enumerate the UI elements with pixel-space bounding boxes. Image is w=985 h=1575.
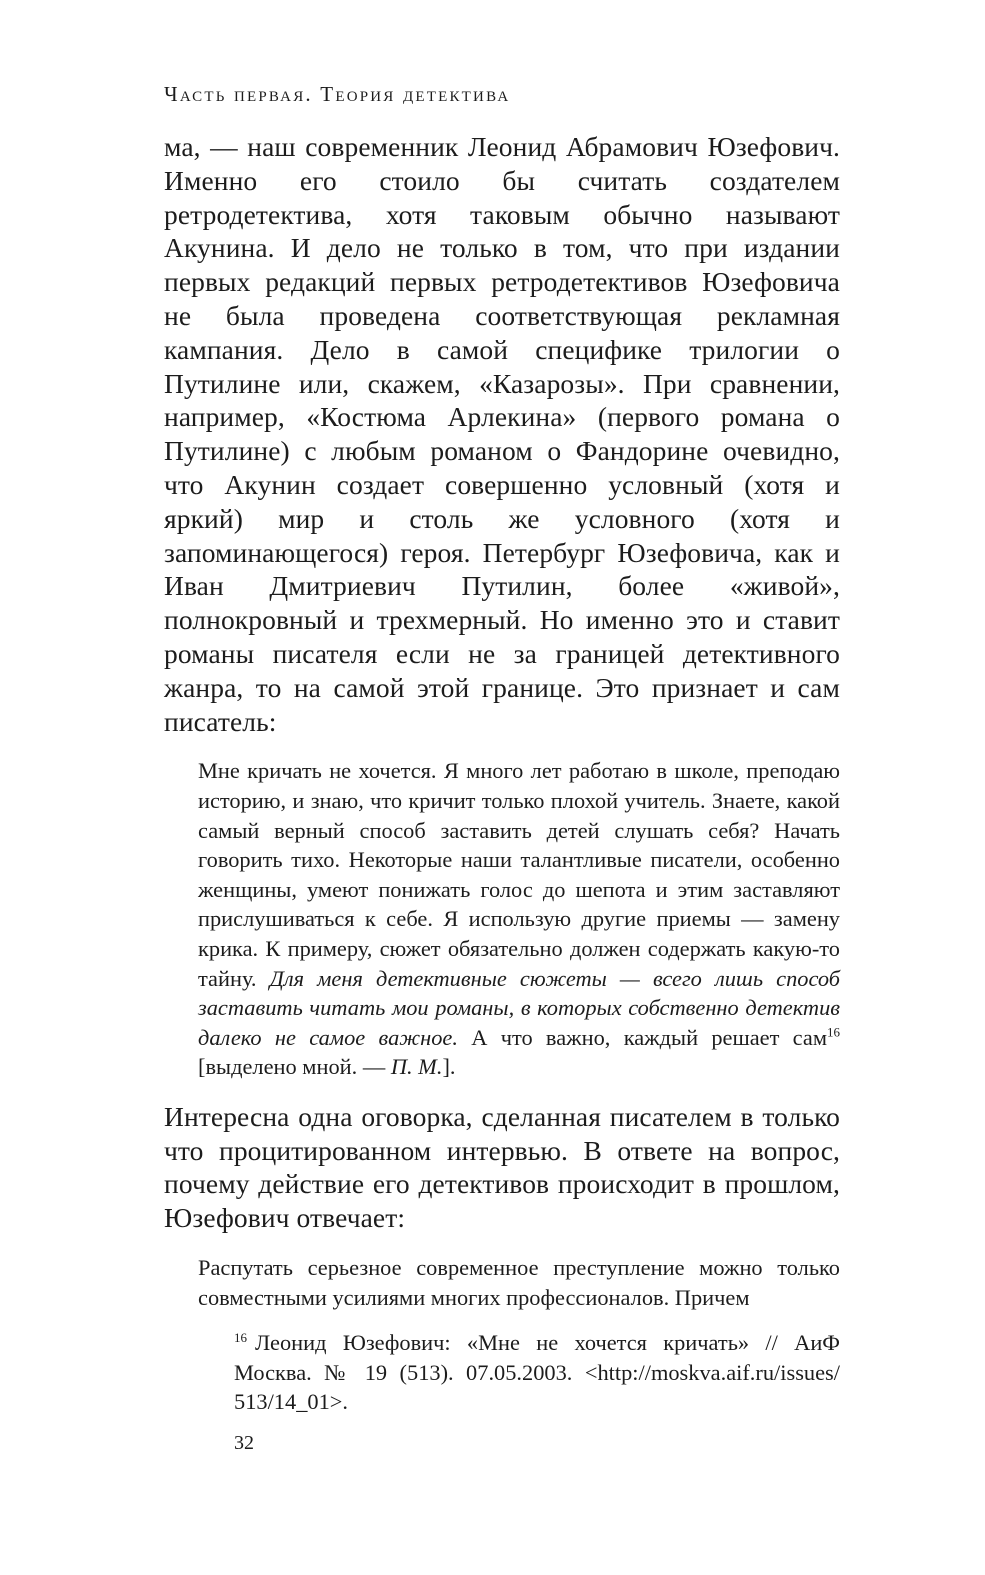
body-paragraph-2: Интересна одна оговорка, сделанная писателем в только что процитированном интервью. В ответе на вопрос, почему действие его детективов происходит в прошлом, Юзефович отвечает: xyxy=(164,1100,840,1234)
quote-1-text-after: А что важно, каждый решает сам xyxy=(457,1024,827,1050)
quote-1-emphasis: Для меня детективные сюжеты — всего лишь способ заставить читать мои романы, в которых собственно детектив далеко не самое важное. xyxy=(198,965,840,1050)
footnote-number: 16 xyxy=(234,1329,247,1345)
author-initials: П. М. xyxy=(390,1054,443,1080)
footnote-text: Леонид Юзефович: «Мне не хочется кричать» // АиФ Москва. № 19 (513). 07.05.2003. <http://moskva.aif.ru/issues/ 513/14_01>. xyxy=(234,1330,840,1415)
quote-1-tail-end: ]. xyxy=(442,1054,456,1080)
footnote-reference[interactable]: 16 xyxy=(827,1024,840,1040)
quote-1-tail: [выделено мной. — xyxy=(198,1054,391,1080)
book-page xyxy=(164,78,840,1518)
block-quote-2: Распутать серьезное современное преступление можно только совместными усилиями многих профессионалов. Причем xyxy=(198,1255,840,1310)
page-number: 32 xyxy=(234,1432,254,1454)
footnote xyxy=(234,1328,840,1417)
quote-1-text: Мне кричать не хочется. Я много лет работаю в школе, преподаю историю, и знаю, что кричит только плохой учитель. Знаете, какой самый верный способ заставить детей слушать себя? Начать говорить тихо. Некоторые наши талантливые писатели, особенно женщины, умеют понижать голос до шепота и этим заставляют прислушиваться к себе. Я использую другие приемы — замену крика. К примеру, сюжет обязательно должен содержать какую-то тайну. xyxy=(198,758,840,991)
running-head: Часть первая. Теория детектива xyxy=(164,82,511,106)
block-quote-1 xyxy=(198,756,840,1082)
body-paragraph-1: ма, — наш современник Леонид Абрамович Юзефович. Именно его стоило бы считать создателем ретродетектива, хотя таковым обычно называют Акунина. И дело не только в том, что при издании первых редакций первых ретродетективов Юзефовича не была проведена соответствующая рекламная кампания. Дело в самой специфике трилогии о Путилине или, скажем, «Казарозы». При сравнении, например, «Костюма Арлекина» (первого романа о Путилине) с любым романом о Фандорине очевидно, что Акунин создает совершенно условный (хотя и яркий) мир и столь же условного (хотя и запоминающегося) героя. Петербург Юзефовича, как и Иван Дмитриевич Путилин, более «живой», полнокровный и трехмерный. Но именно это и ставит романы писателя если не за границей детективного жанра, то на самой этой границе. Это признает и сам писатель: xyxy=(164,131,840,737)
